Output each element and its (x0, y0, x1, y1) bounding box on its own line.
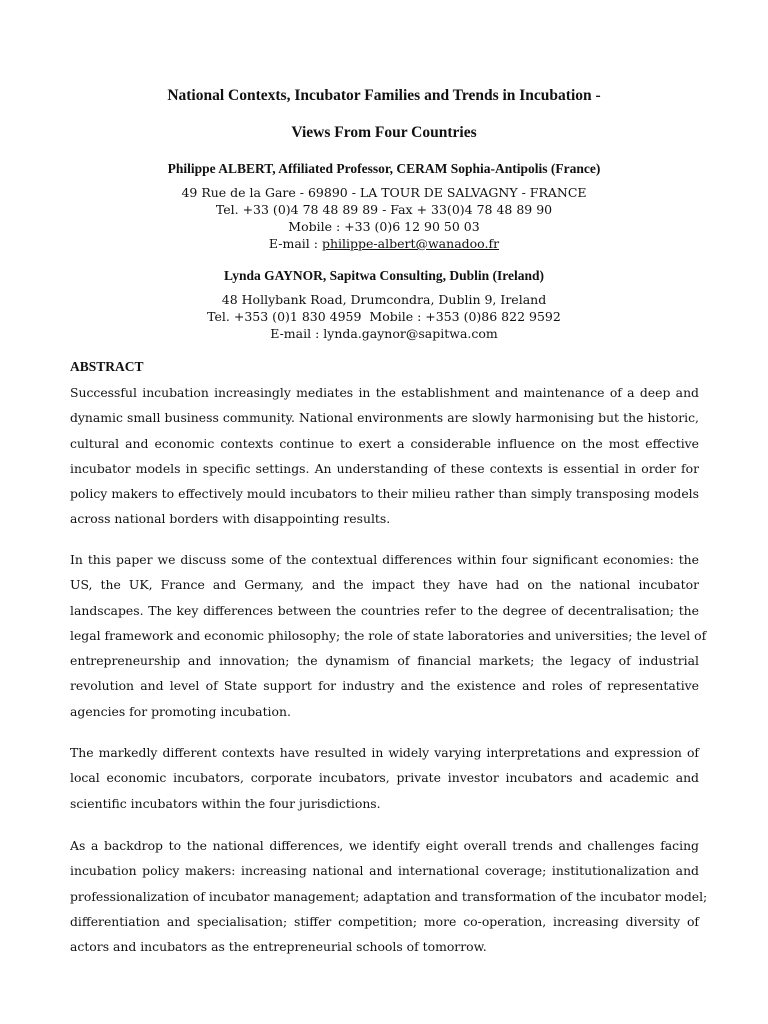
text-line: policy makers to effectively mould incubators to their milieu rather than simply transposing models (70, 486, 699, 502)
text-line: incubator models in specific settings. An understanding of these contexts is essential in order for (70, 460, 699, 476)
text-line: US, the UK, France and Germany, and the impact they have had on the national incubator (70, 577, 699, 593)
text-line: As a backdrop to the national differences, we identify eight overall trends and challenges facing (70, 838, 699, 853)
paper-title-line-2: Views From Four Countries (291, 124, 477, 141)
abstract-paragraph-1 (70, 380, 699, 532)
abstract-heading: ABSTRACT (70, 359, 144, 374)
text-line: actors and incubators as the entrepreneurial schools of tomorrow. (70, 939, 487, 955)
author-1-contact (0, 184, 768, 252)
text-line: scientific incubators within the four jurisdictions. (70, 795, 381, 811)
text-line: legal framework and economic philosophy; the role of state laboratories and universities; the level of (70, 627, 707, 643)
text-line: dynamic small business community. National environments are slowly harmonising but the historic, (70, 410, 699, 426)
author-1-email-line (0, 235, 768, 252)
text-line: professionalization of incubator management; adaptation and transformation of the incubator model; (70, 888, 708, 904)
author-2-name: Lynda GAYNOR, Sapitwa Consulting, Dublin (Ireland) (224, 268, 544, 283)
author-2-email-line: E-mail : lynda.gaynor@sapitwa.com (270, 326, 498, 341)
author-1-email-label: E-mail : (268, 236, 322, 251)
text-line: local economic incubators, corporate incubators, private investor incubators and academic and (70, 770, 699, 786)
abstract-paragraph-2 (70, 547, 707, 724)
text-line: revolution and level of State support for industry and the existence and roles of representative (70, 678, 699, 694)
author-2-contact (0, 291, 768, 342)
author-2-phone: Tel. +353 (0)1 830 4959 Mobile : +353 (0)86 822 9592 (207, 309, 561, 324)
text-line: entrepreneurship and innovation; the dynamism of financial markets; the legacy of industrial (70, 653, 699, 669)
author-1-phone: Tel. +33 (0)4 78 48 89 89 - Fax + 33(0)4 78 48 89 90 (215, 202, 553, 217)
text-line: cultural and economic contexts continue to exert a considerable influence on the most effective (70, 435, 699, 451)
author-1-name: Philippe ALBERT, Affiliated Professor, CERAM Sophia-Antipolis (France) (167, 161, 601, 176)
paper-title-line-1: National Contexts, Incubator Families and Trends in Incubation - (167, 87, 601, 104)
author-1-mobile: Mobile : +33 (0)6 12 90 50 03 (288, 219, 480, 234)
text-line: The markedly different contexts have resulted in widely varying interpretations and expression of (70, 745, 699, 760)
abstract-paragraph-3 (70, 740, 699, 816)
abstract-paragraph-4 (70, 833, 708, 959)
text-line: agencies for promoting incubation. (70, 703, 291, 719)
text-line: incubation policy makers: increasing national and international coverage; institutionalization and (70, 863, 699, 879)
text-line: landscapes. The key differences between the countries refer to the degree of decentralisation; the (70, 602, 699, 618)
text-line: differentiation and specialisation; stiffer competition; more co-operation, increasing diversity of (70, 913, 699, 929)
text-line: Successful incubation increasingly mediates in the establishment and maintenance of a deep and (70, 385, 699, 400)
author-1-email-link[interactable]: philippe-albert@wanadoo.fr (321, 236, 500, 251)
text-line: across national borders with disappointing results. (70, 511, 391, 527)
author-2-address: 48 Hollybank Road, Drumcondra, Dublin 9, Ireland (221, 292, 547, 307)
text-line: In this paper we discuss some of the contextual differences within four significant economies: the (70, 552, 699, 567)
author-1-address: 49 Rue de la Gare - 69890 - LA TOUR DE SALVAGNY - FRANCE (181, 185, 587, 200)
